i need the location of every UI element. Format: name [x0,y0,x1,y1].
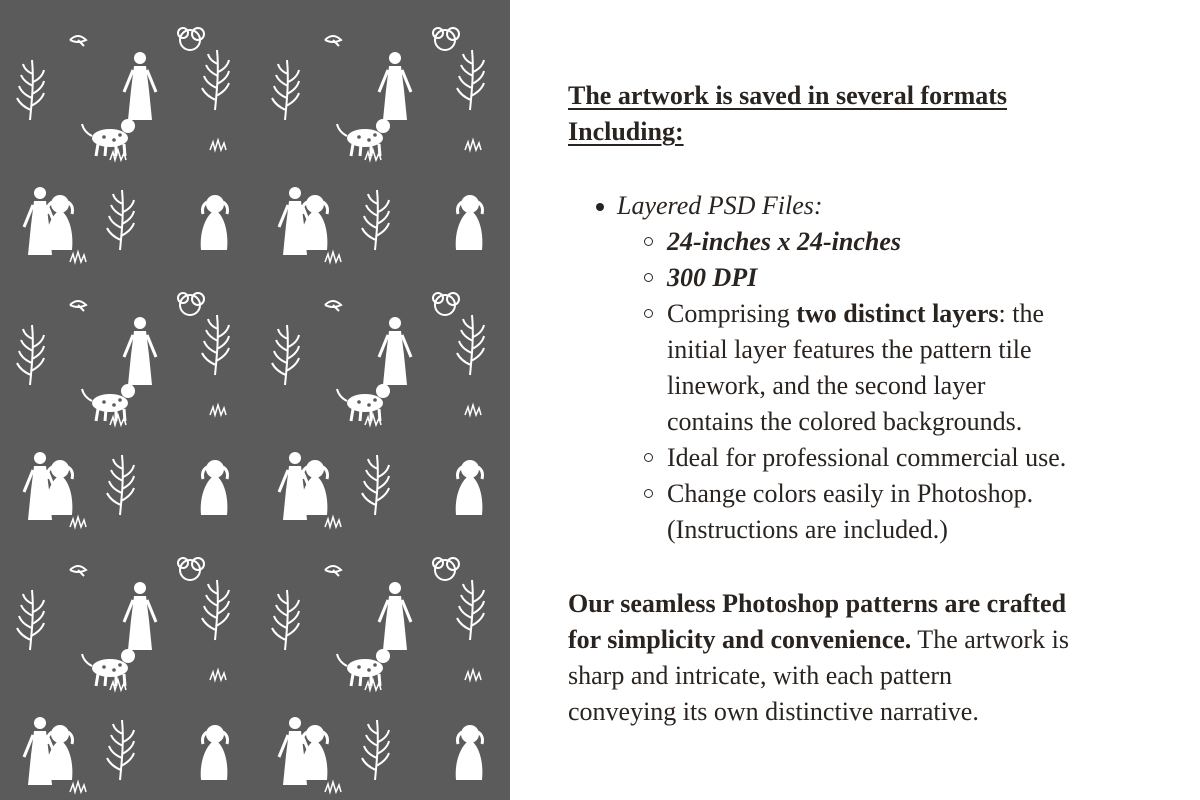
toile-dog-pattern-icon [0,0,510,800]
formats-list [568,188,1168,548]
formats-heading-line2: Including: [568,117,684,146]
pattern-preview-panel [0,0,510,800]
layers-line4: contains the colored backgrounds. [667,407,1023,436]
formats-heading [568,78,1168,150]
layers-line1-rest: : the [998,299,1044,328]
list-item-size [617,224,1127,260]
psd-details-list [617,224,1168,548]
summary-line4: conveying its own distinctive narrative. [568,697,979,726]
dpi-text: 300 DPI [667,263,758,292]
layers-line1 [667,296,1127,332]
colors-line1: Change colors easily in Photoshop. [667,479,1034,508]
toile-pattern-background [0,0,510,800]
summary-line3: sharp and intricate, with each pattern [568,661,953,690]
formats-heading-line1: The artwork is saved in several formats [568,81,1008,110]
summary-line2 [568,622,1128,658]
list-item-dpi [617,260,1127,296]
list-item-colors [617,476,1127,548]
summary-bold-line2: for simplicity and convenience. [568,625,912,654]
layers-bold: two distinct layers [796,299,999,328]
list-item-commercial [617,440,1127,476]
size-text: 24-inches x 24-inches [667,227,901,256]
layers-line2: initial layer features the pattern tile [667,335,1032,364]
colors-line2: (Instructions are included.) [667,515,948,544]
summary-bold-line1: Our seamless Photoshop patterns are crafted [568,589,1067,618]
description-panel [568,78,1168,730]
summary-paragraph [568,586,1128,730]
summary-line2-rest: The artwork is [911,625,1069,654]
commercial-text: Ideal for professional commercial use. [667,443,1067,472]
layers-line3: linework, and the second layer [667,371,986,400]
layered-psd-title: Layered PSD Files: [617,191,823,220]
layers-prefix: Comprising [667,299,797,328]
list-item-layers [617,296,1127,440]
list-item-layered-psd [568,188,1168,548]
